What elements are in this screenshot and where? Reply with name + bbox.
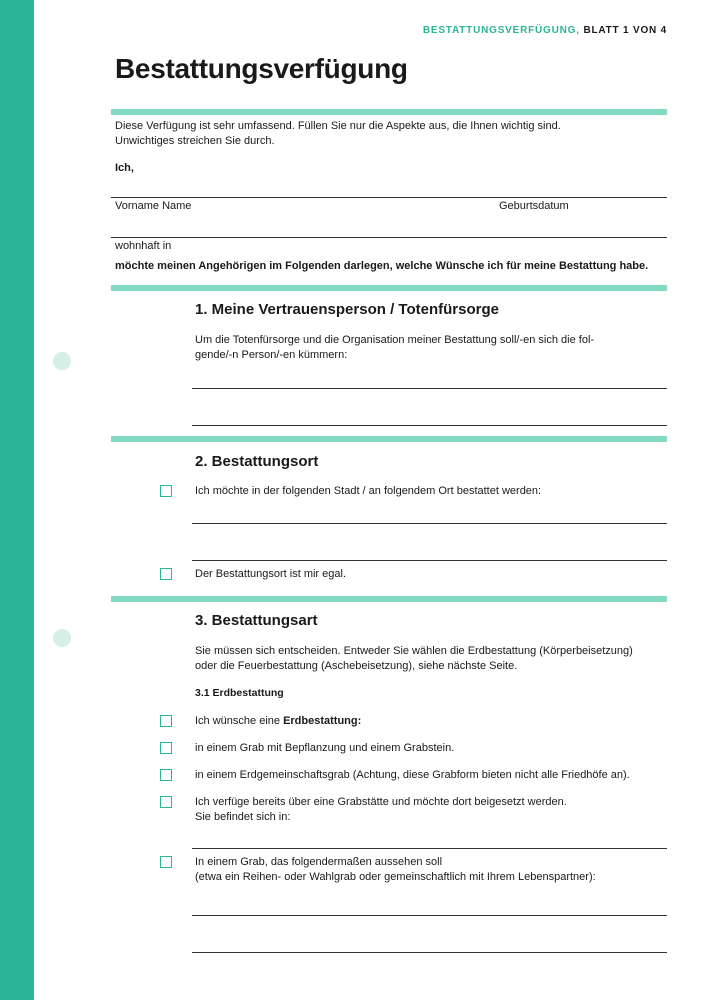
- name-label: Vorname Name: [115, 200, 192, 212]
- divider-bar-section3: [111, 596, 667, 602]
- section3-heading: 3. Bestattungsart: [195, 612, 318, 629]
- divider-bar-intro: [111, 109, 667, 115]
- intro-text-line1: Diese Verfügung ist sehr umfassend. Füllen Sie nur die Aspekte aus, die Ihnen wichtig sind.: [115, 120, 561, 132]
- section2-option-city: Ich möchte in der folgenden Stadt / an folgendem Ort bestattet werden:: [195, 485, 542, 497]
- address-field-line[interactable]: [111, 237, 667, 238]
- section1-heading: 1. Meine Vertrauensperson / Totenfürsorge: [195, 301, 499, 318]
- checkbox-grave-with-planting[interactable]: [160, 742, 172, 754]
- intro-statement: möchte meinen Angehörigen im Folgenden darlegen, welche Wünsche ich für meine Bestattung habe.: [115, 260, 649, 272]
- divider-bar-section1: [111, 285, 667, 291]
- birthdate-label: Geburtsdatum: [499, 200, 569, 212]
- section1-text-line2: gende/-n Person/-en kümmern:: [195, 349, 348, 361]
- checkbox-grave-design[interactable]: [160, 856, 172, 868]
- section3-option1: [195, 714, 361, 729]
- checkbox-community-grave[interactable]: [160, 769, 172, 781]
- header-page-label: BLATT 1 VON 4: [583, 25, 667, 36]
- section3-text-line1: Sie müssen sich entscheiden. Entweder Sie wählen die Erdbestattung (Körperbeisetzung): [195, 645, 633, 657]
- section2-heading: 2. Bestattungsort: [195, 453, 319, 470]
- checkbox-existing-grave[interactable]: [160, 796, 172, 808]
- section3-grave-design-line-1[interactable]: [192, 915, 667, 916]
- checkbox-burial-city[interactable]: [160, 485, 172, 497]
- page-header: [423, 25, 667, 36]
- section2-answer-line-2[interactable]: [192, 560, 667, 561]
- section3-grave-design-line-2[interactable]: [192, 952, 667, 953]
- section2-answer-line-1[interactable]: [192, 523, 667, 524]
- punch-hole-top: [53, 352, 71, 370]
- section3-option5-line2: (etwa ein Reihen- oder Wahlgrab oder gemeinschaftlich mit Ihrem Lebenspartner):: [195, 871, 596, 883]
- intro-ich: Ich,: [115, 162, 134, 174]
- section3-option5-line1: In einem Grab, das folgendermaßen aussehen soll: [195, 856, 443, 868]
- section2-option-any: Der Bestattungsort ist mir egal.: [195, 568, 347, 580]
- section3-option1-prefix: Ich wünsche eine: [195, 715, 284, 727]
- divider-bar-section2: [111, 436, 667, 442]
- section3-option3: in einem Erdgemeinschaftsgrab (Achtung, diese Grabform bieten nicht alle Friedhöfe an).: [195, 769, 630, 781]
- section1-answer-line-1[interactable]: [192, 388, 667, 389]
- header-doc-label: BESTATTUNGSVERFÜGUNG,: [422, 25, 580, 36]
- left-color-band: [0, 0, 34, 1000]
- section3-text-line2: oder die Feuerbestattung (Aschebeisetzung), siehe nächste Seite.: [195, 660, 518, 672]
- address-label: wohnhaft in: [115, 240, 172, 252]
- section1-text-line1: Um die Totenfürsorge und die Organisation meiner Bestattung soll/-en sich die fol-: [195, 334, 595, 346]
- section3-option4-line1: Ich verfüge bereits über eine Grabstätte und möchte dort beigesetzt werden.: [195, 796, 567, 808]
- punch-hole-bottom: [53, 629, 71, 647]
- checkbox-burial-any[interactable]: [160, 568, 172, 580]
- intro-text-line2: Unwichtiges streichen Sie durch.: [115, 135, 275, 147]
- name-field-line[interactable]: [111, 197, 667, 198]
- section3-existing-grave-line[interactable]: [192, 848, 667, 849]
- section3-subheading: 3.1 Erdbestattung: [195, 687, 284, 699]
- checkbox-earth-burial[interactable]: [160, 715, 172, 727]
- section1-answer-line-2[interactable]: [192, 425, 667, 426]
- section3-option2: in einem Grab mit Bepflanzung und einem Grabstein.: [195, 742, 455, 754]
- section3-option1-bold: Erdbestattung:: [283, 715, 362, 727]
- section3-option4-line2: Sie befindet sich in:: [195, 811, 291, 823]
- document-title: Bestattungsverfügung: [115, 53, 408, 84]
